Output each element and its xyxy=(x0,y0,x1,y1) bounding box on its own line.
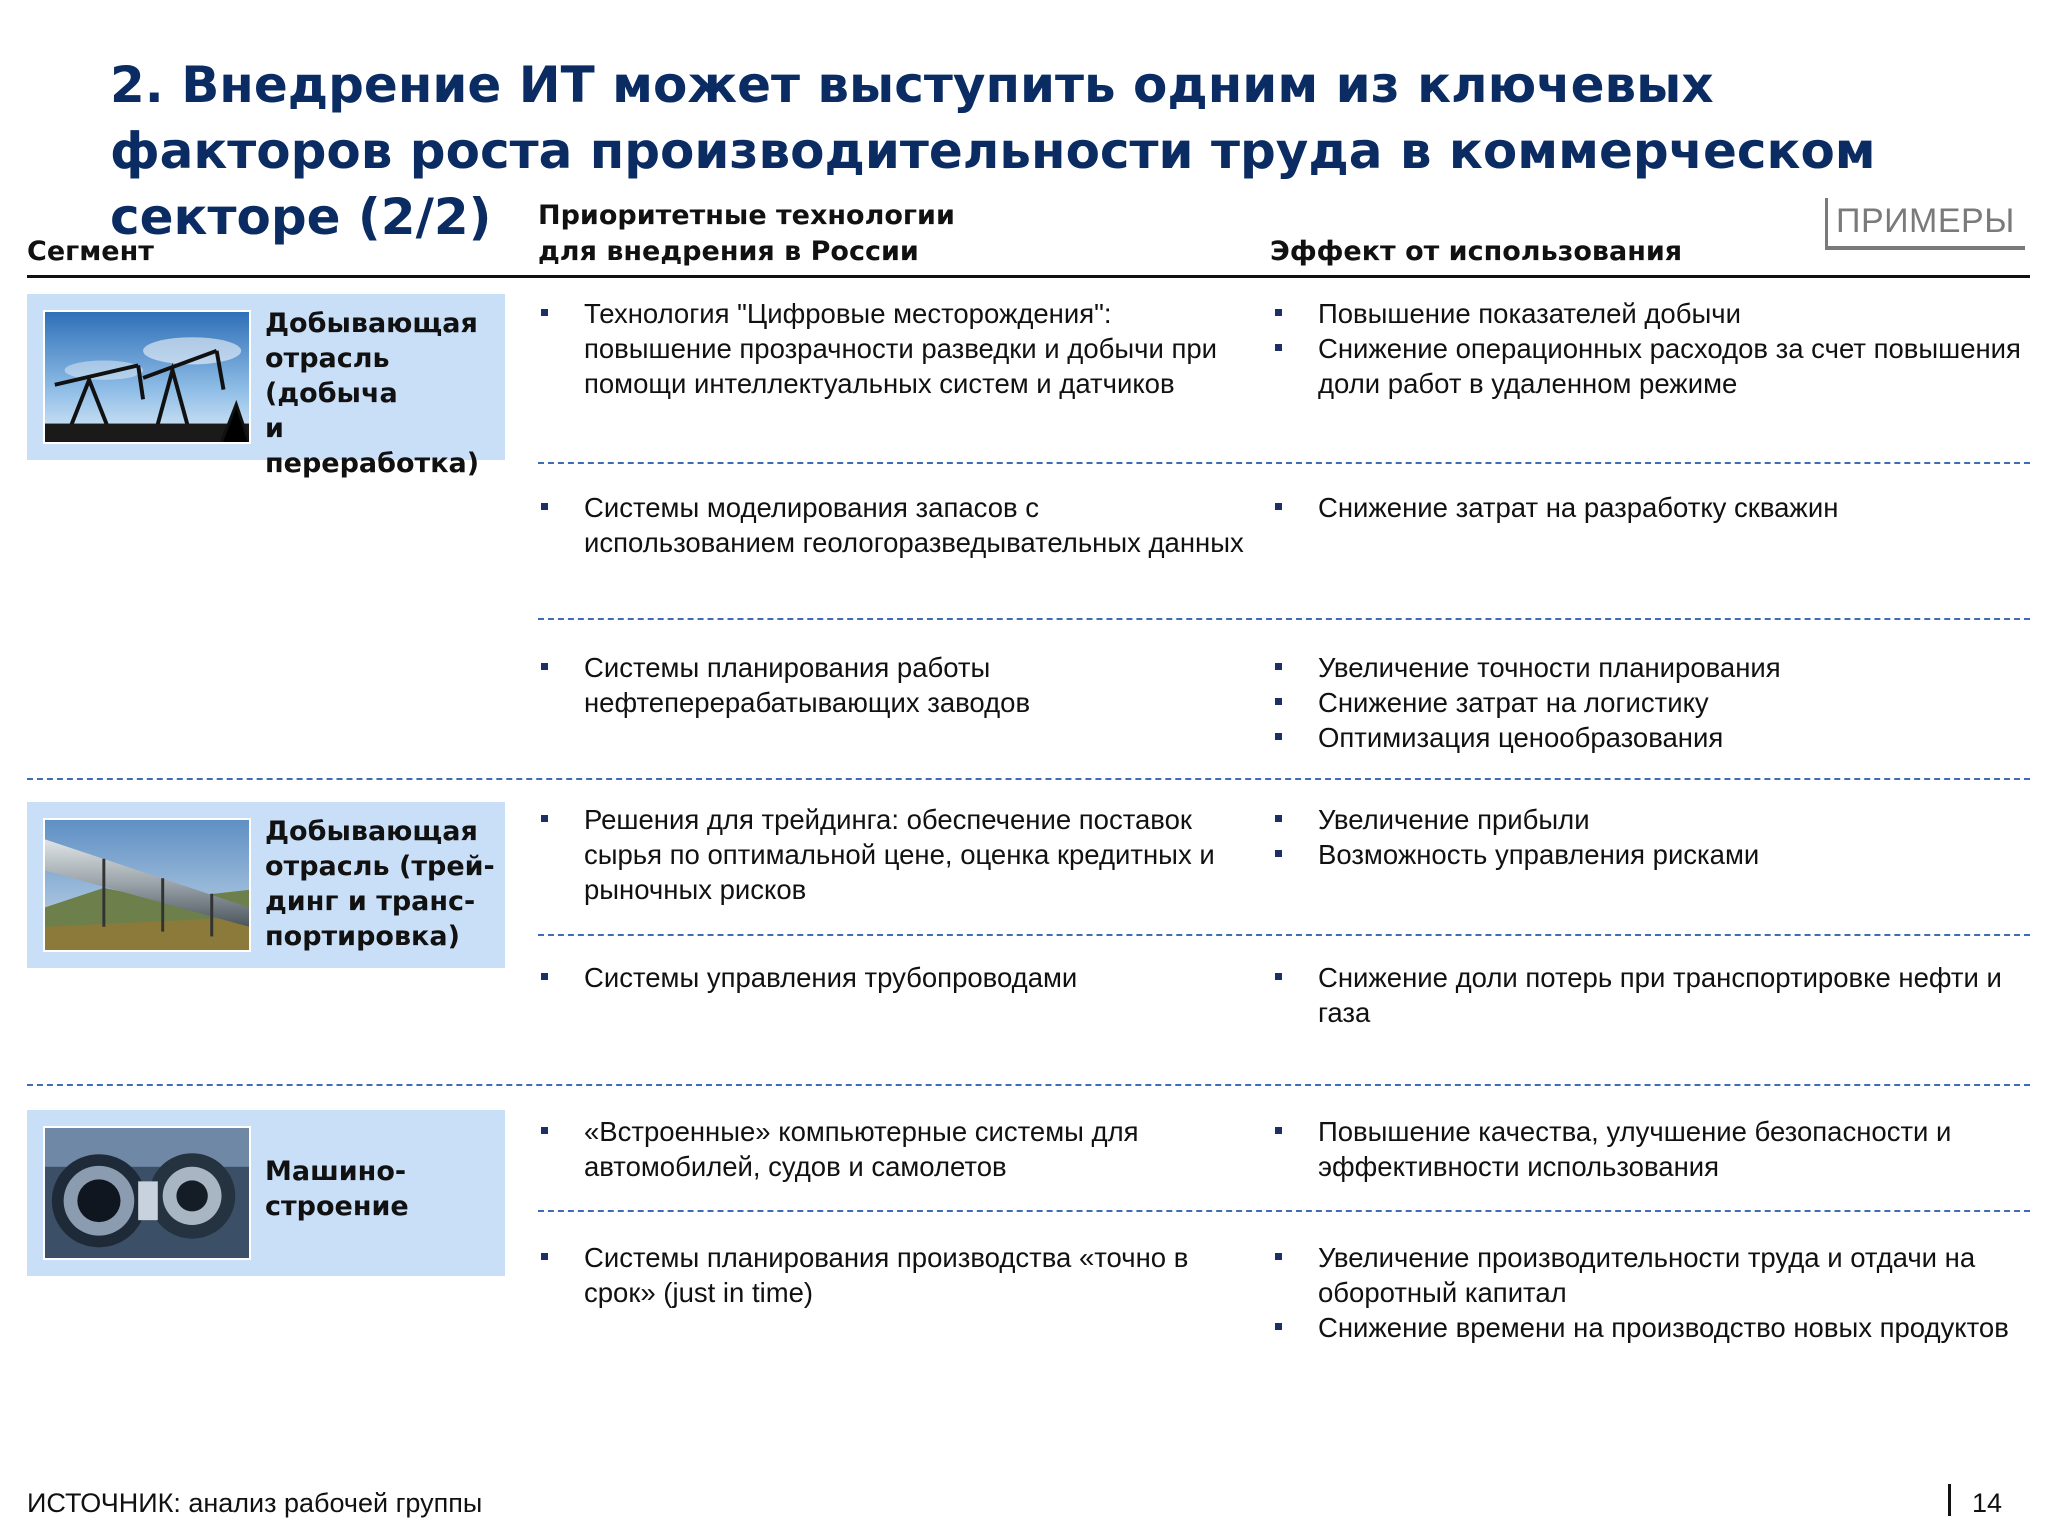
list-item: «Встроенные» компьютерные системы для автомобилей, судов и самолетов xyxy=(538,1114,1248,1184)
effect-cell-5 xyxy=(1272,960,2032,1030)
list-item: Повышение качества, улучшение безопасности и эффективности использования xyxy=(1272,1114,2032,1184)
effect-cell-2 xyxy=(1272,490,2032,525)
oil-pumpjacks-image xyxy=(43,310,251,444)
tech-cell-1 xyxy=(538,296,1248,401)
list-item: Снижение затрат на логистику xyxy=(1272,685,2032,720)
page-number: 14 xyxy=(1972,1488,2003,1518)
tech-cell-7 xyxy=(538,1240,1248,1310)
row-divider xyxy=(538,1210,2030,1212)
row-divider xyxy=(538,462,2030,464)
machinery-image xyxy=(43,1126,251,1260)
list-item: Увеличение точности планирования xyxy=(1272,650,2032,685)
header-rule xyxy=(27,275,2030,278)
list-item: Технология "Цифровые месторождения": повышение прозрачности разведки и добычи при помощи интеллектуальных систем и датчиков xyxy=(538,296,1248,401)
list-item: Повышение показателей добычи xyxy=(1272,296,2032,331)
header-effect: Эффект от использования xyxy=(1270,236,1683,267)
list-item: Снижение времени на производство новых продуктов xyxy=(1272,1310,2032,1345)
list-item: Оптимизация ценообразования xyxy=(1272,720,2032,755)
row-divider xyxy=(538,618,2030,620)
examples-badge: ПРИМЕРЫ xyxy=(1825,198,2025,250)
section-divider xyxy=(27,778,2030,780)
tech-cell-4 xyxy=(538,802,1248,907)
tech-cell-3 xyxy=(538,650,1248,720)
segment-box-trading xyxy=(27,802,505,968)
effect-cell-6 xyxy=(1272,1114,2032,1184)
tech-cell-5 xyxy=(538,960,1248,995)
list-item: Возможность управления рисками xyxy=(1272,837,2032,872)
pipeline-image xyxy=(43,818,251,952)
list-item: Системы моделирования запасов с использованием геологоразведывательных данных xyxy=(538,490,1248,560)
header-segment: Сегмент xyxy=(27,236,154,267)
list-item: Системы планирования производства «точно в срок» (just in time) xyxy=(538,1240,1248,1310)
list-item: Решения для трейдинга: обеспечение поставок сырья по оптимальной цене, оценка кредитных и рыночных рисков xyxy=(538,802,1248,907)
segment-box-extraction xyxy=(27,294,505,479)
section-divider xyxy=(27,1084,2030,1086)
header-technologies: Приоритетные технологии для внедрения в России xyxy=(538,200,955,267)
segment-label-trading: Добывающая отрасль (трей- динг и транс- портировка) xyxy=(265,816,495,952)
list-item: Снижение затрат на разработку скважин xyxy=(1272,490,2032,525)
tech-cell-2 xyxy=(538,490,1248,560)
effect-cell-1 xyxy=(1272,296,2032,401)
effect-cell-3 xyxy=(1272,650,2032,755)
row-divider xyxy=(538,934,2030,936)
list-item: Системы планирования работы нефтеперерабатывающих заводов xyxy=(538,650,1248,720)
effect-cell-7 xyxy=(1272,1240,2032,1345)
page-number-divider xyxy=(1948,1484,1951,1516)
effect-cell-4 xyxy=(1272,802,2032,872)
list-item: Снижение доли потерь при транспортировке нефти и газа xyxy=(1272,960,2032,1030)
list-item: Снижение операционных расходов за счет повышения доли работ в удаленном режиме xyxy=(1272,331,2032,401)
list-item: Увеличение производительности труда и отдачи на оборотный капитал xyxy=(1272,1240,2032,1310)
segment-label-machinery: Машино- строение xyxy=(265,1156,409,1222)
source-note: ИСТОЧНИК: анализ рабочей группы xyxy=(27,1488,483,1518)
segment-label-extraction: Добывающая отрасль (добыча и переработка) xyxy=(265,308,480,479)
tech-cell-6 xyxy=(538,1114,1248,1184)
list-item: Увеличение прибыли xyxy=(1272,802,2032,837)
slide-title: 2. Внедрение ИТ может выступить одним из ключевых факторов роста производительности труда в коммерческом секторе (2/2) xyxy=(110,56,1876,246)
list-item: Системы управления трубопроводами xyxy=(538,960,1248,995)
segment-box-machinery xyxy=(27,1110,505,1276)
